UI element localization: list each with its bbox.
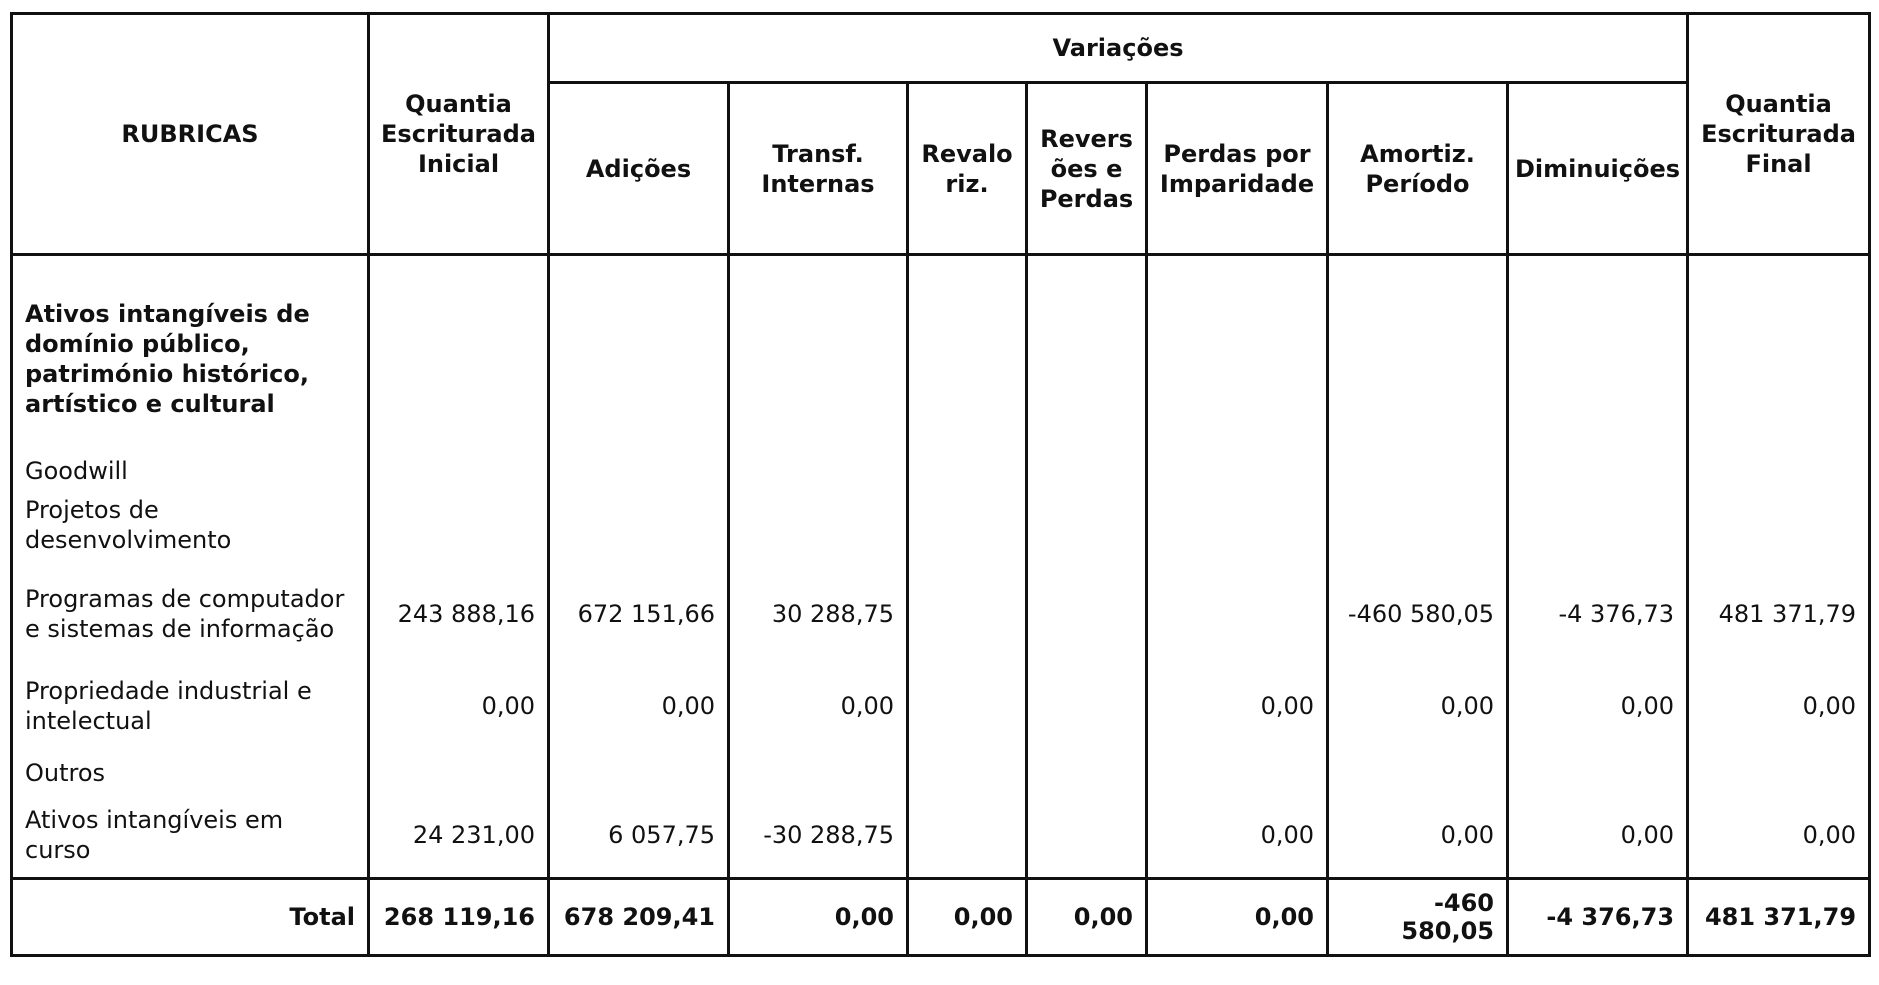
cell-transf: 0,00 <box>729 658 908 753</box>
cell-final <box>1688 753 1870 793</box>
section-title: Ativos intangíveis de domínio público, património histórico, artístico e cultural <box>12 255 369 452</box>
cell-inicial: 0,00 <box>369 658 549 753</box>
row-label: Outros <box>12 753 369 793</box>
table-row-section <box>12 255 1870 452</box>
cell-adicoes: 672 151,66 <box>549 570 729 658</box>
cell-diminuicoes: -4 376,73 <box>1508 570 1688 658</box>
table-cell <box>1027 255 1147 452</box>
cell-transf <box>729 451 908 491</box>
cell-revalo <box>908 753 1027 793</box>
header-perdas-imparidade: Perdas por Imparidade <box>1147 83 1328 255</box>
cell-final <box>1688 451 1870 491</box>
cell-revalo <box>908 491 1027 570</box>
table-row <box>12 753 1870 793</box>
table-cell <box>1508 255 1688 452</box>
cell-perdas <box>1147 451 1328 491</box>
table-cell <box>369 255 549 452</box>
row-label: Propriedade industrial e intelectual <box>12 658 369 753</box>
cell-amortiz: 0,00 <box>1328 793 1508 879</box>
header-quantia-final: Quantia Escriturada Final <box>1688 14 1870 255</box>
row-label: Programas de computador e sistemas de informação <box>12 570 369 658</box>
header-transf-internas: Transf. Internas <box>729 83 908 255</box>
total-reversoes: 0,00 <box>1027 879 1147 956</box>
total-row <box>12 879 1870 956</box>
table-cell <box>549 255 729 452</box>
cell-perdas: 0,00 <box>1147 658 1328 753</box>
cell-diminuicoes <box>1508 753 1688 793</box>
cell-revalo <box>908 793 1027 879</box>
table-row <box>12 451 1870 491</box>
cell-transf: -30 288,75 <box>729 793 908 879</box>
header-quantia-inicial: Quantia Escriturada Inicial <box>369 14 549 255</box>
cell-reversoes <box>1027 793 1147 879</box>
cell-diminuicoes <box>1508 491 1688 570</box>
total-diminuicoes: -4 376,73 <box>1508 879 1688 956</box>
row-label: Ativos intangíveis em curso <box>12 793 369 879</box>
cell-adicoes: 6 057,75 <box>549 793 729 879</box>
asset-variation-table-container <box>10 12 1871 957</box>
cell-diminuicoes: 0,00 <box>1508 793 1688 879</box>
table-cell <box>1688 255 1870 452</box>
table-row <box>12 570 1870 658</box>
cell-amortiz <box>1328 491 1508 570</box>
cell-reversoes <box>1027 570 1147 658</box>
cell-inicial <box>369 491 549 570</box>
cell-amortiz: 0,00 <box>1328 658 1508 753</box>
cell-adicoes: 0,00 <box>549 658 729 753</box>
table-cell <box>1328 255 1508 452</box>
table-row <box>12 491 1870 570</box>
cell-revalo <box>908 570 1027 658</box>
cell-adicoes <box>549 753 729 793</box>
cell-transf <box>729 491 908 570</box>
cell-final: 0,00 <box>1688 793 1870 879</box>
total-inicial: 268 119,16 <box>369 879 549 956</box>
cell-transf <box>729 753 908 793</box>
cell-revalo <box>908 658 1027 753</box>
cell-revalo <box>908 451 1027 491</box>
header-adicoes: Adições <box>549 83 729 255</box>
total-amortiz: -460 580,05 <box>1328 879 1508 956</box>
table-row <box>12 658 1870 753</box>
table-cell <box>908 255 1027 452</box>
total-adicoes: 678 209,41 <box>549 879 729 956</box>
total-perdas: 0,00 <box>1147 879 1328 956</box>
row-label: Projetos de desenvolvimento <box>12 491 369 570</box>
row-label: Goodwill <box>12 451 369 491</box>
cell-reversoes <box>1027 658 1147 753</box>
table-cell <box>1147 255 1328 452</box>
cell-inicial: 24 231,00 <box>369 793 549 879</box>
cell-reversoes <box>1027 753 1147 793</box>
header-reversoes-perdas: Revers ões e Perdas <box>1027 83 1147 255</box>
cell-final <box>1688 491 1870 570</box>
cell-final: 481 371,79 <box>1688 570 1870 658</box>
cell-perdas: 0,00 <box>1147 793 1328 879</box>
total-label: Total <box>12 879 369 956</box>
cell-diminuicoes <box>1508 451 1688 491</box>
header-diminuicoes: Diminuições <box>1508 83 1688 255</box>
cell-reversoes <box>1027 451 1147 491</box>
cell-amortiz: -460 580,05 <box>1328 570 1508 658</box>
header-variacoes: Variações <box>549 14 1688 83</box>
total-final: 481 371,79 <box>1688 879 1870 956</box>
table-cell <box>729 255 908 452</box>
cell-perdas <box>1147 491 1328 570</box>
cell-inicial <box>369 451 549 491</box>
header-amortiz-periodo: Amortiz. Período <box>1328 83 1508 255</box>
cell-adicoes <box>549 451 729 491</box>
total-transf: 0,00 <box>729 879 908 956</box>
asset-variation-table <box>10 12 1871 957</box>
cell-inicial: 243 888,16 <box>369 570 549 658</box>
table-row <box>12 793 1870 879</box>
cell-inicial <box>369 753 549 793</box>
cell-perdas <box>1147 570 1328 658</box>
cell-transf: 30 288,75 <box>729 570 908 658</box>
cell-adicoes <box>549 491 729 570</box>
header-revalorizacao: Revalo riz. <box>908 83 1027 255</box>
cell-amortiz <box>1328 753 1508 793</box>
cell-reversoes <box>1027 491 1147 570</box>
cell-final: 0,00 <box>1688 658 1870 753</box>
header-rubricas: RUBRICAS <box>12 14 369 255</box>
cell-perdas <box>1147 753 1328 793</box>
cell-amortiz <box>1328 451 1508 491</box>
cell-diminuicoes: 0,00 <box>1508 658 1688 753</box>
total-revalo: 0,00 <box>908 879 1027 956</box>
